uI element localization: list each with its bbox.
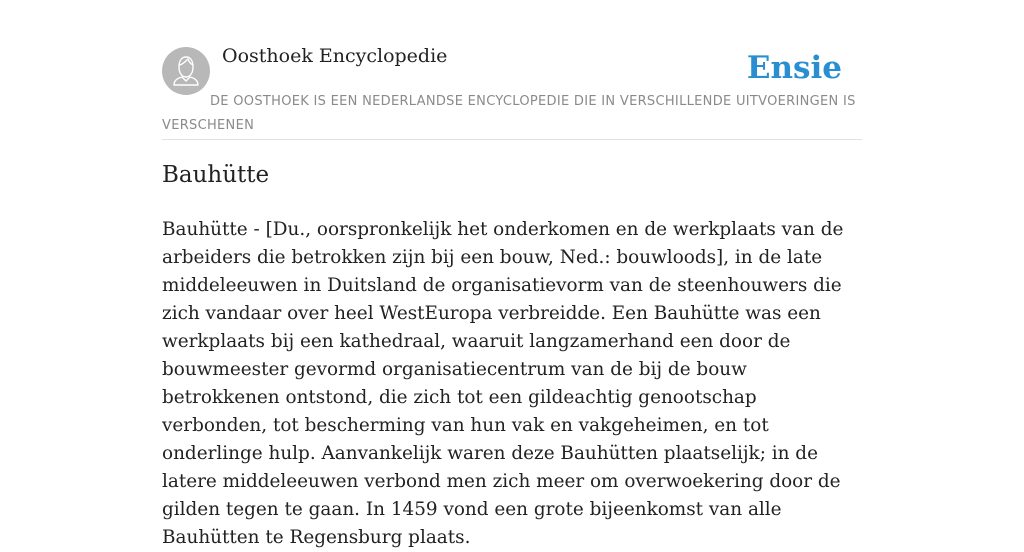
article-body: Bauhütte - [Du., oorspronkelijk het onderkomen en de werkplaats van de arbeiders die betrokken zijn bij een bouw, Ned.: bouwloods], in de late middeleeuwen in Duitsland de organisatievorm van de steenhouwers die zich vandaar over heel WestEuropa verbreidde. Een Bauhütte was een werkplaats bij een kathedraal, waaruit langzamerhand een door de bouwmeester gevormd organisatiecentrum van de bij de bouw betrokkenen ontstond, die zich tot een gildeachtig genootschap verbonden, tot bescherming van hun vak en vakgeheimen, en tot onderlinge hulp. Aanvankelijk waren deze Bauhütten plaatselijk; in de latere middeleeuwen verbond men zich meer om overwoekering door de gilden tegen te gaan. In 1459 vond een grote bijeenkomst van alle Bauhütten te Regensburg plaats.	[162, 219, 844, 548]
avatar[interactable]	[162, 47, 210, 95]
site-logo[interactable]: Ensie	[746, 50, 842, 86]
user-icon	[162, 47, 210, 95]
source-name-link[interactable]: Oosthoek Encyclopedie	[222, 45, 448, 67]
article-title: Bauhütte	[162, 162, 270, 188]
source-tagline: DE OOSTHOEK IS EEN NEDERLANDSE ENCYCLOPEDIE DIE IN VERSCHILLENDE UITVOERINGEN IS VERSCHENEN	[162, 94, 856, 133]
header-divider	[162, 139, 862, 140]
